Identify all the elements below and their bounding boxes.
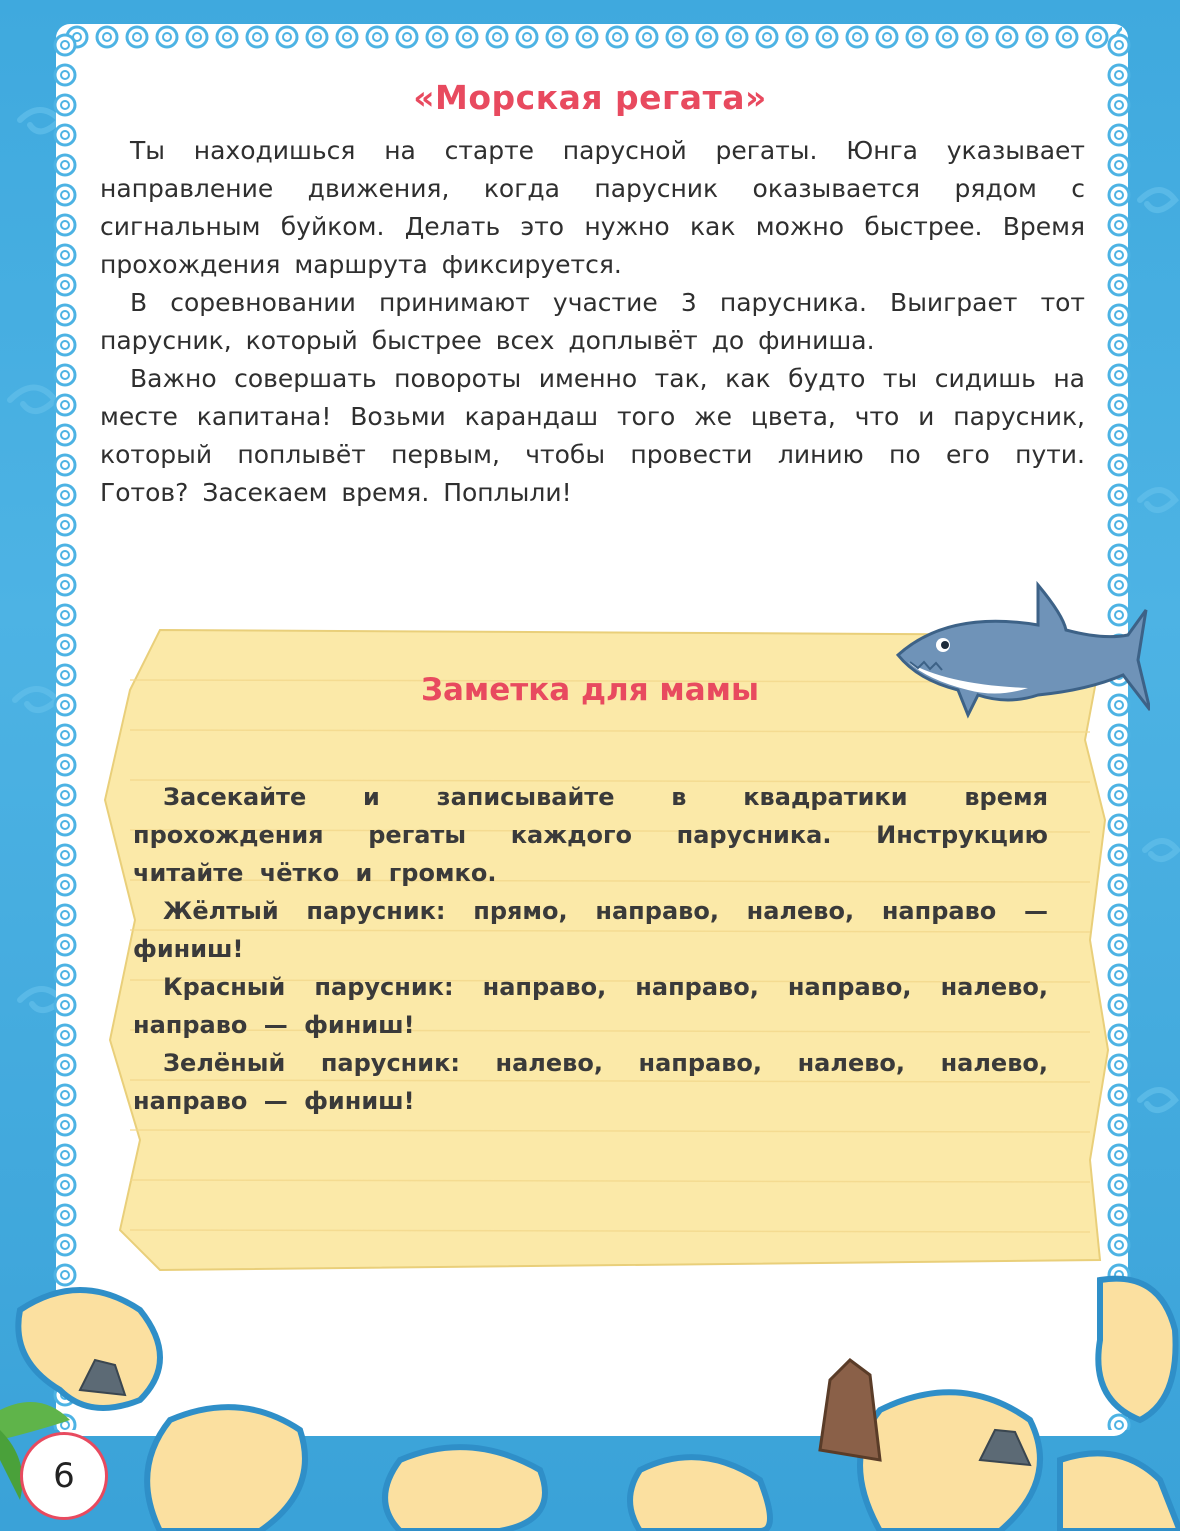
instruction-paragraph: Важно совершать повороты именно так, как будто ты сидишь на месте капитана! Возьми карандаш того же цвета, что и парусник, который поплывёт первым, чтобы провести линию по его пути. Готов? Засекаем время. Поплыли!: [100, 364, 1085, 507]
note-paragraph: Жёлтый парусник: прямо, направо, налево, направо — финиш!: [133, 897, 1048, 963]
instruction-paragraph: В соревновании принимают участие 3 парусника. Выиграет тот парусник, который быстрее всех доплывёт до финиша.: [100, 288, 1085, 355]
note-text: [133, 778, 1048, 1120]
instructions-text: [100, 132, 1085, 512]
note-paragraph: Зелёный парусник: налево, направо, налево, налево, направо — финиш!: [133, 1049, 1048, 1115]
instruction-paragraph: Ты находишься на старте парусной регаты. Юнга указывает направление движения, когда парусник оказывается рядом с сигнальным буйком. Делать это нужно как можно быстрее. Время прохождения маршрута фиксируется.: [100, 136, 1085, 279]
page-number: 6: [20, 1432, 108, 1520]
shark-icon: [888, 580, 1150, 730]
note-paragraph: Красный парусник: направо, направо, направо, налево, направо — финиш!: [133, 973, 1048, 1039]
island-decoration: [0, 1160, 1180, 1531]
note-paragraph: Засекайте и записывайте в квадратики время прохождения регаты каждого парусника. Инструкцию читайте чётко и громко.: [133, 783, 1048, 887]
page-title: «Морская регата»: [413, 78, 767, 117]
note-title: Заметка для мамы: [420, 672, 760, 708]
